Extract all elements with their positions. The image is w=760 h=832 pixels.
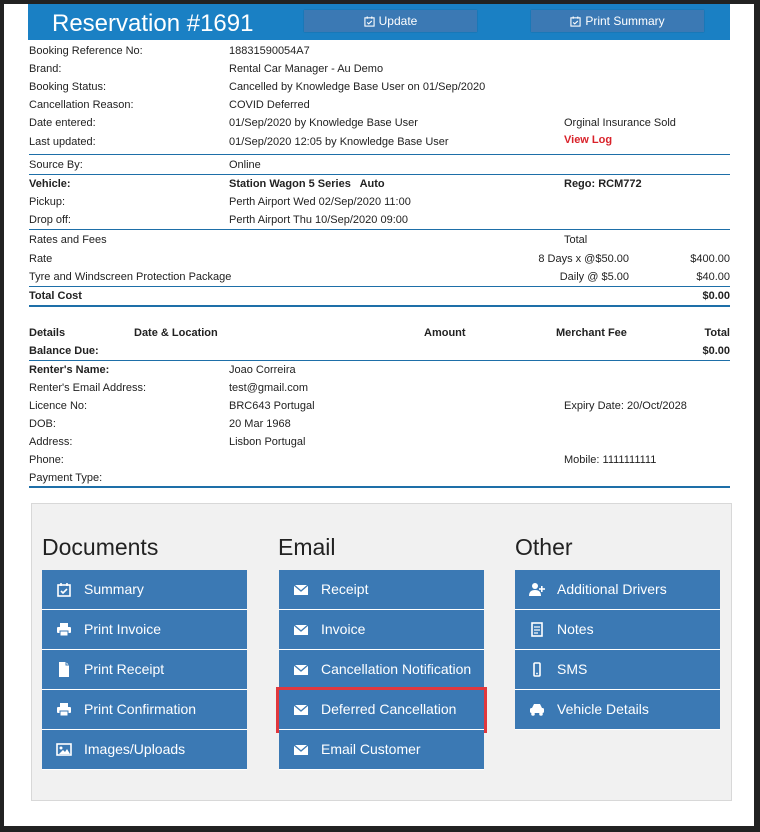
update-button[interactable]: [304, 10, 477, 32]
rates-total-header: Total: [564, 234, 588, 246]
print-invoice-button[interactable]: [42, 610, 247, 650]
calendar-check-icon: [364, 16, 375, 27]
package-detail: Daily @ $5.00: [559, 271, 629, 283]
divider: [29, 486, 730, 488]
images-uploads-button[interactable]: [42, 730, 247, 770]
balance-row: [29, 342, 730, 360]
brand-row: [29, 60, 730, 78]
email-receipt-label: Receipt: [321, 581, 369, 597]
rate-detail: 8 Days x @$50.00: [538, 253, 629, 265]
image-icon: [56, 742, 72, 757]
col-details: Details: [29, 327, 66, 339]
envelope-icon: [293, 662, 309, 677]
balance-label: Balance Due:: [29, 345, 99, 357]
documents-title: Documents: [42, 534, 159, 560]
address-row: [29, 433, 730, 451]
address-label: Address:: [29, 436, 73, 448]
other-title: Other: [515, 534, 573, 560]
renter-name-value: Joao Correira: [229, 364, 296, 376]
col-date-location: Date & Location: [134, 327, 218, 339]
sms-label: SMS: [557, 661, 588, 677]
brand-value: Rental Car Manager - Au Demo: [229, 63, 384, 75]
email-list: [279, 570, 484, 770]
total-cost-row: [29, 287, 730, 305]
view-log-link[interactable]: View Log: [564, 134, 613, 146]
pickup-label: Pickup:: [29, 196, 66, 208]
vehicle-row: [29, 175, 730, 193]
mobile-phone-icon: [529, 662, 545, 677]
envelope-icon: [293, 622, 309, 637]
email-title: Email: [278, 534, 336, 560]
rate-label: Rate: [29, 253, 53, 265]
additional-drivers-button[interactable]: [515, 570, 720, 610]
images-uploads-label: Images/Uploads: [84, 741, 186, 757]
summary-label: Summary: [84, 581, 144, 597]
phone-label: Phone:: [29, 454, 64, 466]
reservation-header: [28, 4, 730, 40]
notes-icon: [529, 622, 545, 637]
envelope-icon: [293, 742, 309, 757]
rate-row: [29, 250, 730, 268]
renter-email-value: test@gmail.com: [229, 382, 309, 394]
email-customer-button[interactable]: [279, 730, 484, 770]
brand-label: Brand:: [29, 63, 62, 75]
date-entered-label: Date entered:: [29, 117, 96, 129]
renter-name-row: [29, 361, 730, 379]
status-value: Cancelled by Knowledge Base User on 01/Sep/2020: [229, 81, 486, 93]
rates-title: Rates and Fees: [29, 234, 107, 246]
car-icon: [529, 702, 545, 717]
status-label: Booking Status:: [29, 81, 107, 93]
print-summary-label: Print Summary: [585, 14, 665, 28]
calendar-check-icon: [56, 582, 72, 597]
payment-type-label: Payment Type:: [29, 472, 103, 484]
renter-email-label: Renter's Email Address:: [29, 382, 147, 394]
file-icon: [56, 662, 72, 677]
vehicle-value: Station Wagon 5 Series Auto: [229, 178, 385, 190]
last-updated-value: 01/Sep/2020 12:05 by Knowledge Base User: [229, 136, 449, 148]
licence-value: BRC643 Portugal: [229, 400, 315, 412]
user-plus-icon: [529, 582, 545, 597]
print-receipt-button[interactable]: [42, 650, 247, 690]
documents-list: [42, 570, 247, 770]
package-row: [29, 268, 730, 286]
payment-type-row: [29, 469, 730, 487]
balance-value: $0.00: [702, 345, 730, 357]
dob-label: DOB:: [29, 418, 56, 430]
envelope-icon: [293, 582, 309, 597]
print-invoice-label: Print Invoice: [84, 621, 162, 637]
dropoff-label: Drop off:: [29, 214, 71, 226]
address-value: Lisbon Portugal: [229, 436, 306, 448]
cancellation-notification-button[interactable]: [279, 650, 484, 690]
additional-drivers-label: Additional Drivers: [557, 581, 667, 597]
deferred-cancellation-button[interactable]: [279, 690, 484, 730]
printer-icon: [56, 622, 72, 637]
payments-header-row: [29, 324, 730, 342]
page-title: Reservation #1691: [52, 10, 254, 37]
divider: [29, 154, 730, 155]
insurance-note: Orginal Insurance Sold: [564, 117, 676, 129]
deferred-cancellation-label: Deferred Cancellation: [321, 701, 457, 717]
dob-value: 20 Mar 1968: [229, 418, 291, 430]
booking-ref-row: [29, 42, 730, 60]
print-confirmation-label: Print Confirmation: [84, 701, 197, 717]
divider: [29, 229, 730, 230]
calendar-check-icon: [570, 16, 581, 27]
status-row: [29, 78, 730, 96]
print-summary-button[interactable]: [531, 10, 704, 32]
sms-button[interactable]: [515, 650, 720, 690]
update-label: Update: [378, 14, 418, 28]
cancellation-reason-row: [29, 96, 730, 114]
package-label: Tyre and Windscreen Protection Package: [29, 271, 232, 283]
cancellation-reason-label: Cancellation Reason:: [29, 99, 134, 111]
col-amount: Amount: [424, 327, 466, 339]
dropoff-value: Perth Airport Thu 10/Sep/2020 09:00: [229, 214, 408, 226]
print-receipt-label: Print Receipt: [84, 661, 165, 677]
notes-button[interactable]: [515, 610, 720, 650]
licence-row: [29, 397, 730, 415]
cancellation-notification-label: Cancellation Notification: [321, 661, 472, 677]
pickup-value: Perth Airport Wed 02/Sep/2020 11:00: [229, 196, 411, 208]
email-invoice-label: Invoice: [321, 621, 366, 637]
date-entered-row: [29, 114, 730, 132]
vehicle-details-button[interactable]: [515, 690, 720, 730]
summary-button[interactable]: [42, 570, 247, 610]
vehicle-label: Vehicle:: [29, 178, 71, 190]
expiry-date: Expiry Date: 20/Oct/2028: [564, 400, 687, 412]
pickup-row: [29, 193, 730, 211]
last-updated-label: Last updated:: [29, 136, 96, 148]
dropoff-row: [29, 211, 730, 229]
printer-icon: [56, 702, 72, 717]
booking-ref-label: Booking Reference No:: [29, 45, 143, 57]
vehicle-details-label: Vehicle Details: [557, 701, 649, 717]
total-cost-label: Total Cost: [29, 290, 82, 302]
print-confirmation-button[interactable]: [42, 690, 247, 730]
envelope-icon: [293, 702, 309, 717]
actions-panel: [31, 503, 732, 801]
mobile-value: Mobile: 1111111111: [564, 454, 657, 466]
date-entered-value: 01/Sep/2020 by Knowledge Base User: [229, 117, 418, 129]
rates-header-row: [29, 231, 730, 249]
renter-name-label: Renter's Name:: [29, 364, 110, 376]
package-total: $40.00: [696, 271, 730, 283]
source-label: Source By:: [29, 159, 83, 171]
rego-value: Rego: RCM772: [564, 178, 642, 190]
email-receipt-button[interactable]: [279, 570, 484, 610]
rate-total: $400.00: [690, 253, 730, 265]
last-updated-row: [29, 133, 730, 151]
source-row: [29, 156, 730, 174]
licence-label: Licence No:: [29, 400, 88, 412]
source-value: Online: [229, 159, 261, 171]
divider: [29, 305, 730, 307]
notes-label: Notes: [557, 621, 594, 637]
email-invoice-button[interactable]: [279, 610, 484, 650]
other-list: [515, 570, 720, 730]
renter-email-row: [29, 379, 730, 397]
phone-row: [29, 451, 730, 469]
dob-row: [29, 415, 730, 433]
col-merchant-fee: Merchant Fee: [556, 327, 627, 339]
total-cost-value: $0.00: [702, 290, 730, 302]
booking-ref-value: 18831590054A7: [229, 45, 310, 57]
col-total: Total: [704, 327, 730, 339]
cancellation-reason-value: COVID Deferred: [229, 99, 310, 111]
email-customer-label: Email Customer: [321, 741, 421, 757]
